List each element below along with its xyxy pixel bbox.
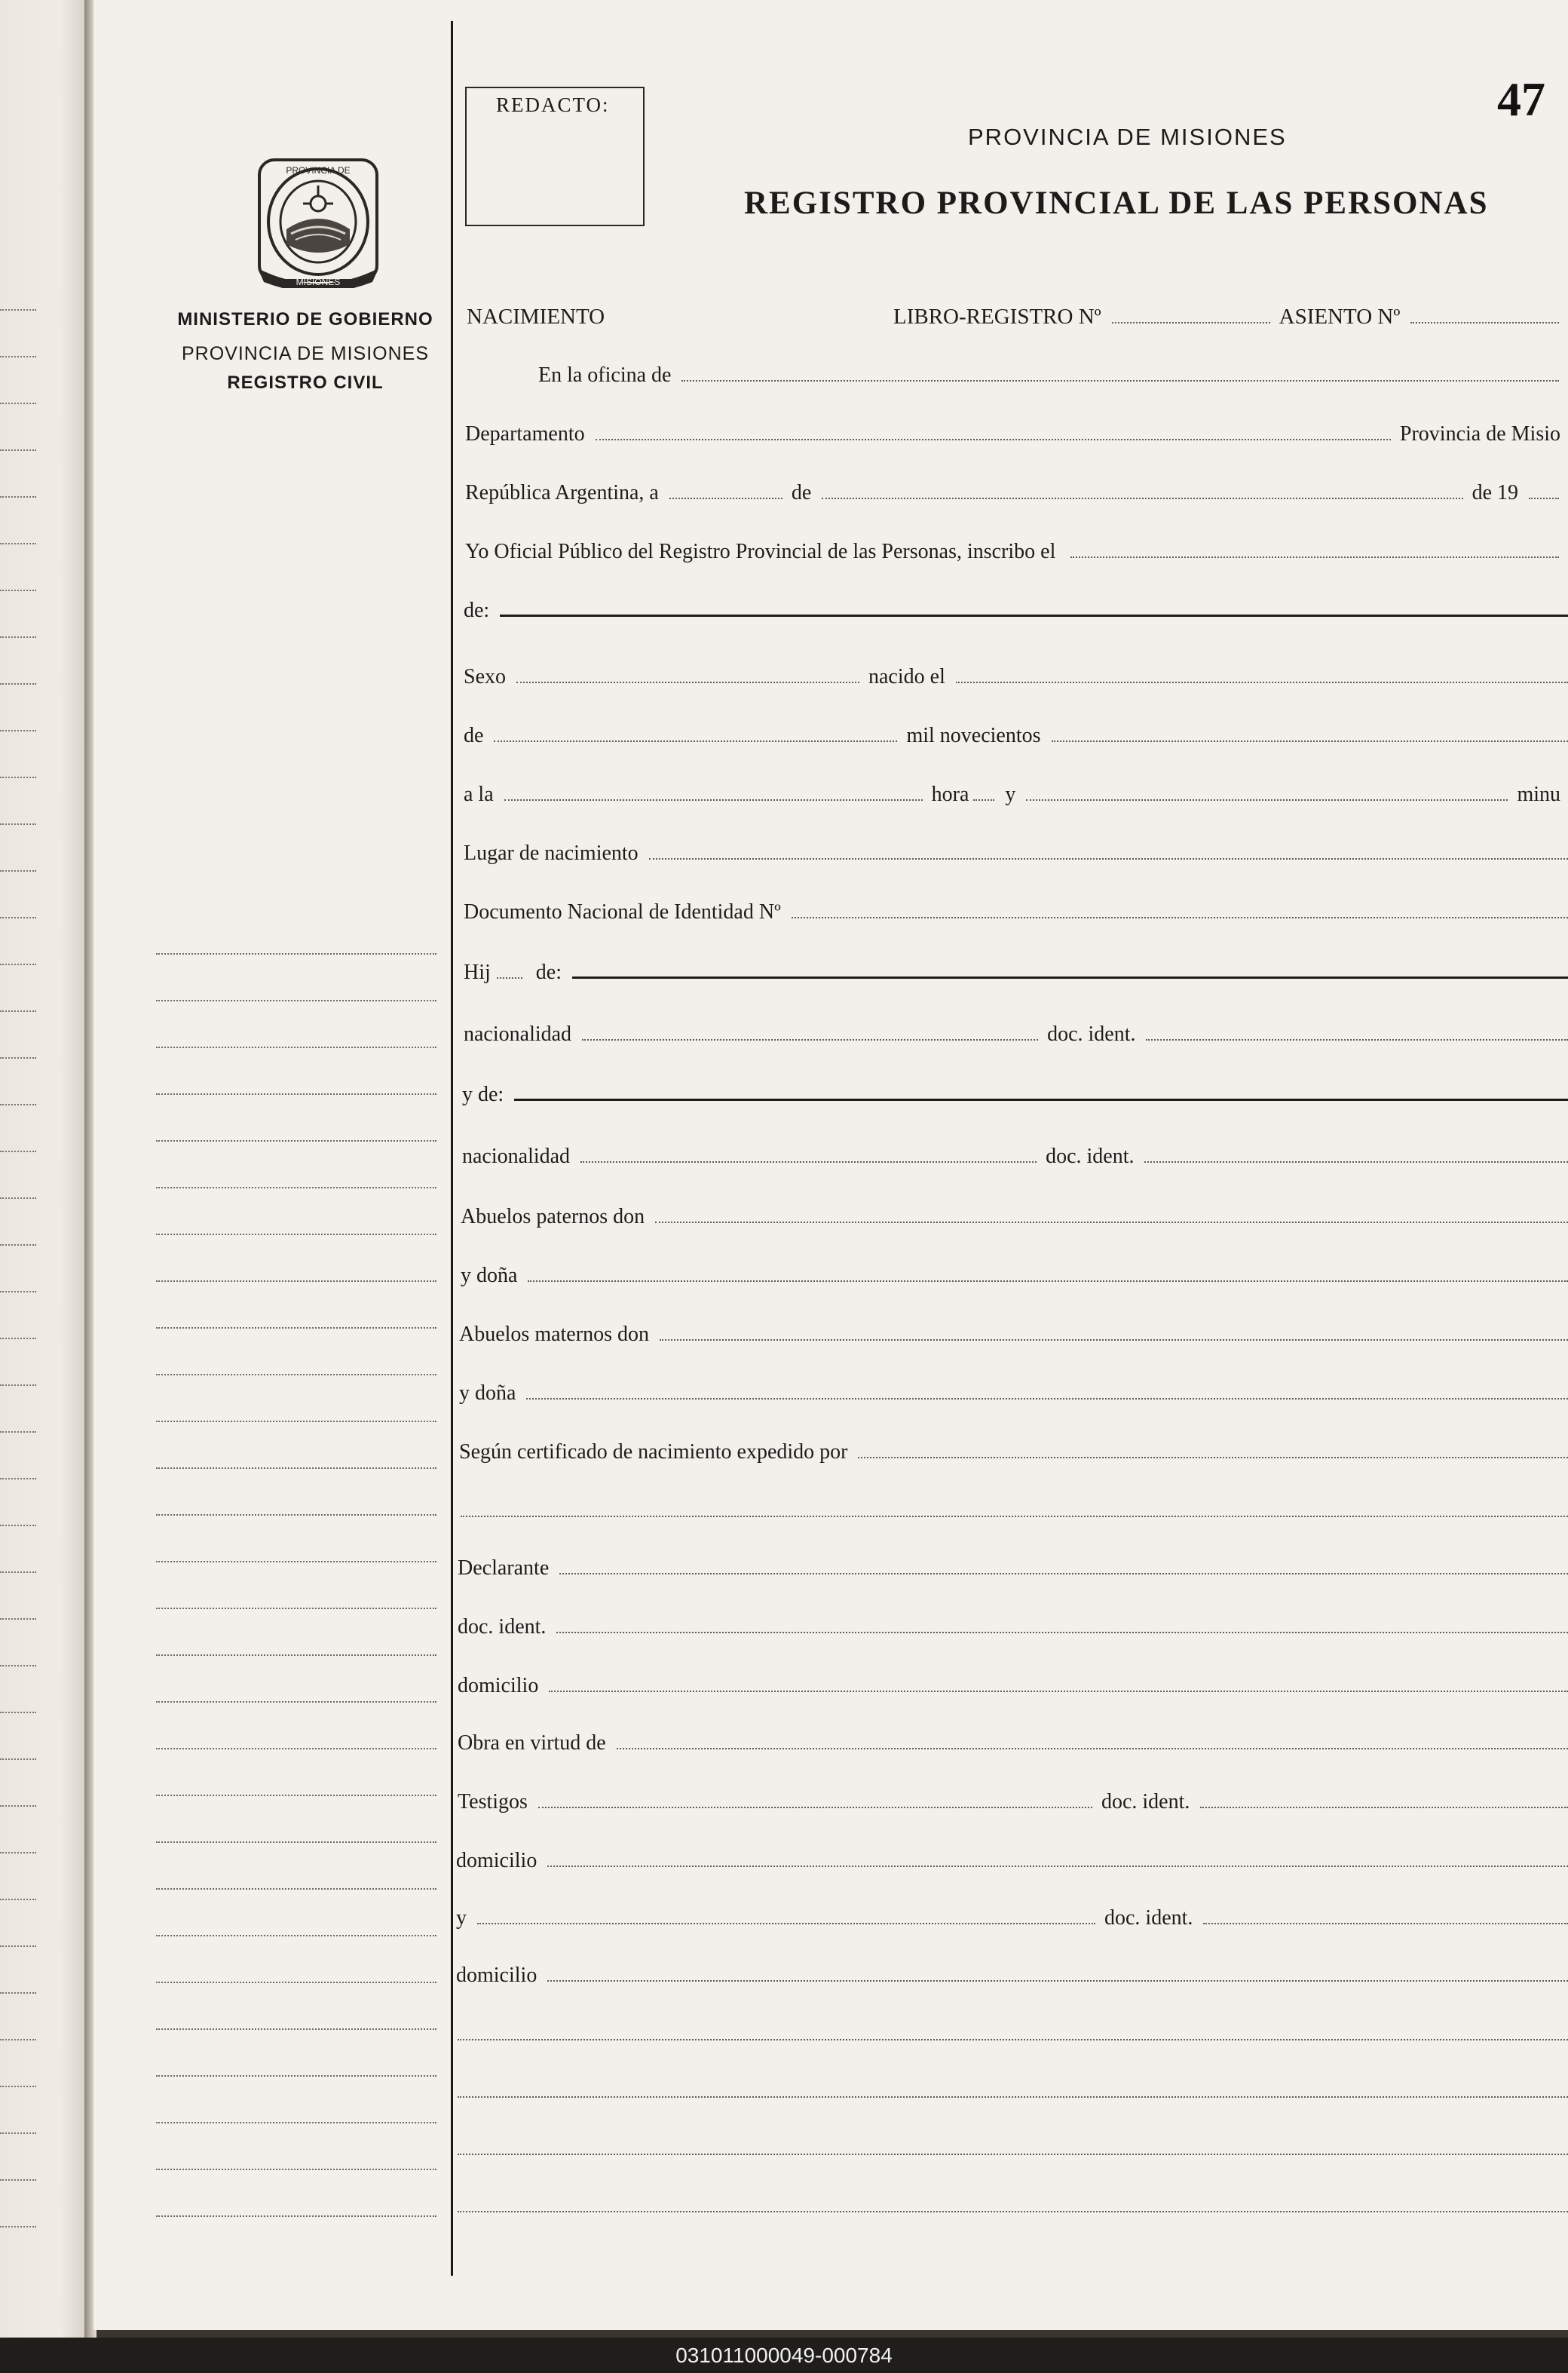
row-declarante-domicilio (458, 1674, 1568, 1701)
row-republica (465, 481, 1568, 508)
doc-ident-label-2: doc. ident. (1046, 1145, 1135, 1168)
hij-label: Hij (464, 961, 491, 984)
y-label: y (1005, 783, 1016, 806)
testigos-label: Testigos (458, 1790, 528, 1813)
nacido-label: nacido el (868, 665, 945, 688)
margin-note-line[interactable] (156, 1421, 436, 1422)
de-colon-label: de: (464, 599, 490, 622)
yo-oficial-label: Yo Oficial Público del Registro Provincial de las Personas, inscribo el (465, 540, 1056, 563)
nacimiento-label: NACIMIENTO (467, 305, 605, 329)
de-label: de (791, 481, 812, 504)
testigo-2-domicilio-field[interactable] (547, 1976, 1568, 1982)
doc-ident-field-1[interactable] (1146, 1035, 1568, 1041)
page-number: 47 (1497, 72, 1545, 126)
lugar-label: Lugar de nacimiento (464, 842, 639, 865)
margin-note-line[interactable] (156, 2169, 436, 2170)
segun-field[interactable] (858, 1452, 1568, 1458)
declarante-doc-label: doc. ident. (458, 1615, 547, 1639)
row-lugar (464, 842, 1568, 869)
margin-note-line[interactable] (156, 1234, 436, 1235)
notes-line-4[interactable] (458, 2211, 1568, 2212)
row-hijo (464, 961, 1568, 988)
margin-rule (451, 21, 453, 2276)
margin-note-line[interactable] (156, 1514, 436, 1516)
testigo-1-doc-field[interactable] (1200, 1802, 1568, 1808)
row-departamento (465, 422, 1568, 449)
de-padre-label: de: (535, 961, 562, 984)
row-segun (459, 1440, 1568, 1467)
margin-note-line[interactable] (156, 1000, 436, 1001)
documento-field[interactable] (792, 912, 1568, 918)
declarante-label: Declarante (458, 1556, 550, 1580)
row-testigo-1-domicilio (456, 1849, 1568, 1876)
margin-note-line[interactable] (156, 1374, 436, 1375)
misiones-coat-of-arms-logo (243, 155, 394, 288)
a-la-label: a la (464, 783, 494, 806)
row-madre (462, 1083, 1568, 1110)
row-yo-oficial (465, 540, 1568, 567)
margin-note-line[interactable] (156, 953, 436, 955)
libro-label: LIBRO-REGISTRO Nº (893, 305, 1101, 329)
abuelos-paternos-label: Abuelos paternos don (461, 1205, 645, 1228)
nacionalidad-label-2: nacionalidad (462, 1145, 571, 1168)
nacido-field[interactable] (956, 677, 1568, 683)
margin-note-line[interactable] (156, 1187, 436, 1188)
row-nacionalidad-2 (462, 1145, 1568, 1172)
ministry-title: MINISTERIO DE GOBIERNO (177, 309, 433, 330)
hora-label: hora (931, 783, 969, 806)
segun-label: Según certificado de nacimiento expedido por (459, 1440, 848, 1464)
margin-note-line[interactable] (156, 1841, 436, 1843)
logo-top-text: PROVINCIA DE (286, 165, 351, 176)
testigo-2-domicilio-label: domicilio (456, 1964, 537, 1987)
declarante-doc-field[interactable] (556, 1627, 1568, 1633)
row-declarante-doc (458, 1615, 1568, 1642)
abuela-materna-field[interactable] (526, 1393, 1568, 1400)
segun-continuation-line[interactable] (461, 1516, 1568, 1517)
lugar-field[interactable] (649, 854, 1568, 860)
margin-note-line[interactable] (156, 1935, 436, 1936)
ministry-province: PROVINCIA DE MISIONES (181, 343, 429, 364)
declarante-domicilio-field[interactable] (549, 1686, 1568, 1692)
testigo-2-y-label: y (456, 1906, 467, 1930)
row-nacionalidad-1 (464, 1022, 1568, 1050)
anio-nac-field[interactable] (1052, 736, 1568, 742)
mil-novecientos-label: mil novecientos (906, 724, 1041, 747)
inscribo-field[interactable] (1070, 552, 1559, 558)
hij-suffix-field[interactable] (497, 973, 522, 979)
margin-note-line[interactable] (156, 1140, 436, 1142)
documento-label: Documento Nacional de Identidad Nº (464, 900, 781, 924)
margin-note-line[interactable] (156, 1047, 436, 1048)
oficina-field[interactable] (681, 376, 1559, 382)
row-oficina (538, 363, 1568, 391)
row-de-nombre (464, 599, 1568, 626)
row-obra (458, 1731, 1568, 1758)
sexo-field[interactable] (516, 677, 859, 683)
margin-note-line[interactable] (156, 1467, 436, 1469)
row-abuelos-maternos (459, 1323, 1568, 1350)
hora-field[interactable] (973, 795, 994, 801)
margin-note-line[interactable] (156, 2075, 436, 2077)
anio-field[interactable] (1529, 493, 1559, 499)
margin-note-line[interactable] (156, 1608, 436, 1609)
padre-field[interactable] (572, 972, 1568, 979)
asiento-field[interactable] (1410, 317, 1559, 323)
notes-line-3[interactable] (458, 2154, 1568, 2155)
y-dona-label-1: y doña (461, 1264, 518, 1287)
margin-note-line[interactable] (156, 1888, 436, 1890)
header-province: PROVINCIA DE MISIONES (968, 124, 1287, 150)
row-abuela-materna (459, 1381, 1568, 1409)
margin-note-line[interactable] (156, 1748, 436, 1749)
declarante-field[interactable] (559, 1568, 1568, 1574)
ministry-registry: REGISTRO CIVIL (227, 373, 384, 393)
de-mes-label: de (464, 724, 484, 747)
abuela-paterna-field[interactable] (528, 1276, 1568, 1282)
logo-bottom-text: MISIONES (296, 277, 341, 287)
nacionalidad-field-2[interactable] (580, 1157, 1037, 1163)
row-testigo-2 (456, 1906, 1568, 1933)
margin-note-line[interactable] (156, 1795, 436, 1796)
testigo-2-doc-field[interactable] (1203, 1918, 1568, 1924)
margin-note-line[interactable] (156, 1654, 436, 1656)
testigo-2-field[interactable] (477, 1918, 1095, 1924)
row-testigo-2-domicilio (456, 1964, 1568, 1991)
testigo-1-field[interactable] (538, 1802, 1092, 1808)
doc-ident-label-1: doc. ident. (1047, 1022, 1136, 1046)
margin-note-line[interactable] (156, 1982, 436, 1983)
notes-line-2[interactable] (458, 2096, 1568, 2098)
row-documento (464, 900, 1568, 927)
row-declarante (458, 1556, 1568, 1584)
testigo-1-doc-label: doc. ident. (1101, 1790, 1190, 1813)
provincia-label: Provincia de Misio (1399, 422, 1560, 446)
abuelo-materno-field[interactable] (660, 1335, 1568, 1341)
row-abuela-paterna (461, 1264, 1568, 1291)
de19-label: de 19 (1472, 481, 1518, 504)
a-la-field[interactable] (504, 795, 923, 801)
nacionalidad-field-1[interactable] (582, 1035, 1038, 1041)
libro-field[interactable] (1112, 317, 1270, 323)
republica-label: República Argentina, a (465, 481, 659, 504)
nombre-field[interactable] (500, 610, 1568, 617)
doc-ident-field-2[interactable] (1144, 1157, 1568, 1163)
margin-note-line[interactable] (156, 2215, 436, 2217)
notes-line-1[interactable] (458, 2039, 1568, 2040)
header-title: REGISTRO PROVINCIAL DE LAS PERSONAS (744, 185, 1489, 221)
asiento-label: ASIENTO Nº (1279, 305, 1401, 329)
archive-id-stamp: 031011000049-000784 (0, 2338, 1568, 2373)
y-de-label: y de: (462, 1083, 504, 1106)
row-mil-novecientos (464, 724, 1568, 751)
testigo-2-doc-label: doc. ident. (1104, 1906, 1193, 1930)
minutos-field[interactable] (1026, 795, 1508, 801)
row-abuelos-paternos (461, 1205, 1568, 1232)
margin-note-line[interactable] (156, 2122, 436, 2123)
departamento-label: Departamento (465, 422, 585, 446)
row-nacimiento (467, 305, 1568, 332)
declarante-domicilio-label: domicilio (458, 1674, 539, 1697)
margin-note-line[interactable] (156, 1093, 436, 1095)
madre-field[interactable] (514, 1094, 1568, 1101)
nacionalidad-label-1: nacionalidad (464, 1022, 572, 1046)
testigo-1-domicilio-label: domicilio (456, 1849, 537, 1872)
sexo-label: Sexo (464, 665, 506, 688)
margin-note-line[interactable] (156, 1280, 436, 1282)
margin-note-line[interactable] (156, 1327, 436, 1329)
row-sexo (464, 665, 1568, 692)
y-dona-label-2: y doña (459, 1381, 516, 1405)
abuelos-maternos-label: Abuelos maternos don (459, 1323, 649, 1346)
abuelo-paterno-field[interactable] (655, 1217, 1568, 1223)
departamento-field[interactable] (596, 434, 1391, 440)
margin-note-line[interactable] (156, 1701, 436, 1703)
mes-nac-field[interactable] (494, 736, 897, 742)
minu-label: minu (1517, 783, 1560, 806)
row-testigos (458, 1790, 1568, 1817)
mes-field[interactable] (822, 493, 1462, 499)
margin-note-line[interactable] (156, 1561, 436, 1562)
dia-field[interactable] (669, 493, 782, 499)
obra-label: Obra en virtud de (458, 1731, 606, 1755)
obra-field[interactable] (617, 1743, 1568, 1749)
redacto-label: REDACTO: (496, 94, 610, 116)
oficina-label: En la oficina de (538, 363, 672, 387)
row-hora (464, 783, 1568, 810)
testigo-1-domicilio-field[interactable] (547, 1861, 1568, 1867)
margin-note-line[interactable] (156, 2028, 436, 2030)
